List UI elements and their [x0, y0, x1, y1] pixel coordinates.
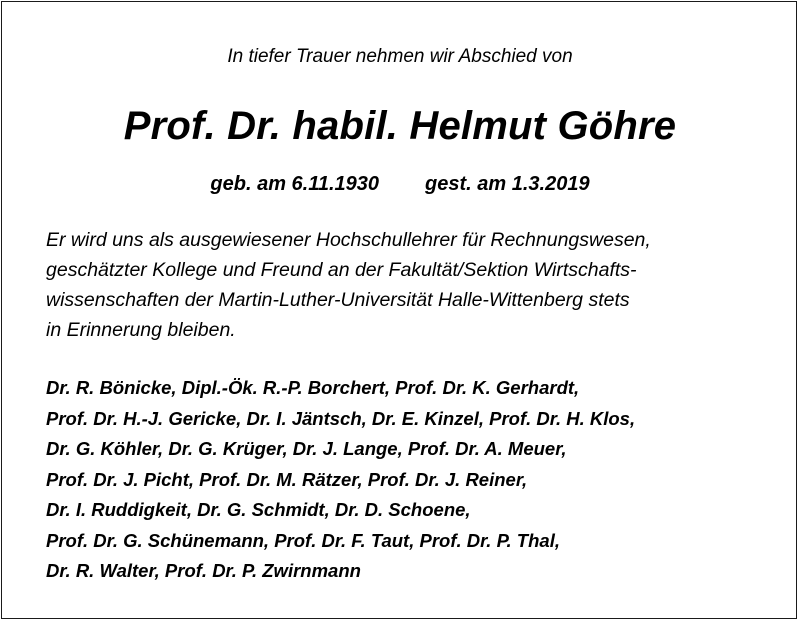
tribute-paragraph — [46, 225, 776, 345]
signer-line: Prof. Dr. G. Schünemann, Prof. Dr. F. Taut, Prof. Dr. P. Thal, — [46, 529, 560, 551]
death-date: gest. am 1.3.2019 — [425, 173, 590, 195]
life-dates — [0, 170, 800, 198]
signer-line: Dr. R. Walter, Prof. Dr. P. Zwirnmann — [46, 560, 361, 581]
signer-line: Dr. I. Ruddigkeit, Dr. G. Schmidt, Dr. D. Schoene, — [46, 499, 471, 520]
signer-line: Prof. Dr. J. Picht, Prof. Dr. M. Rätzer, Prof. Dr. J. Reiner, — [46, 468, 528, 490]
deceased-name: Prof. Dr. habil. Helmut Göhre — [123, 104, 677, 148]
signers-list — [46, 373, 776, 587]
signer-line: Dr. G. Köhler, Dr. G. Krüger, Dr. J. Lange, Prof. Dr. A. Meuer, — [46, 438, 567, 459]
tribute-line: Er wird uns als ausgewiesener Hochschullehrer für Rechnungswesen, — [46, 229, 651, 251]
tribute-line: geschätzter Kollege und Freund an der Fakultät/Sektion Wirtschafts- — [46, 259, 637, 281]
tribute-line: in Erinnerung bleiben. — [46, 319, 236, 341]
signer-line: Dr. R. Bönicke, Dipl.-Ök. R.-P. Borchert, Prof. Dr. K. Gerhardt, — [46, 377, 580, 398]
tribute-line: wissenschaften der Martin-Luther-Universität Halle-Wittenberg stets — [46, 289, 630, 311]
intro-text: In tiefer Trauer nehmen wir Abschied von — [227, 46, 573, 67]
signer-line: Prof. Dr. H.-J. Gericke, Dr. I. Jäntsch, Dr. E. Kinzel, Prof. Dr. H. Klos, — [46, 407, 636, 429]
birth-date: geb. am 6.11.1930 — [210, 173, 380, 195]
